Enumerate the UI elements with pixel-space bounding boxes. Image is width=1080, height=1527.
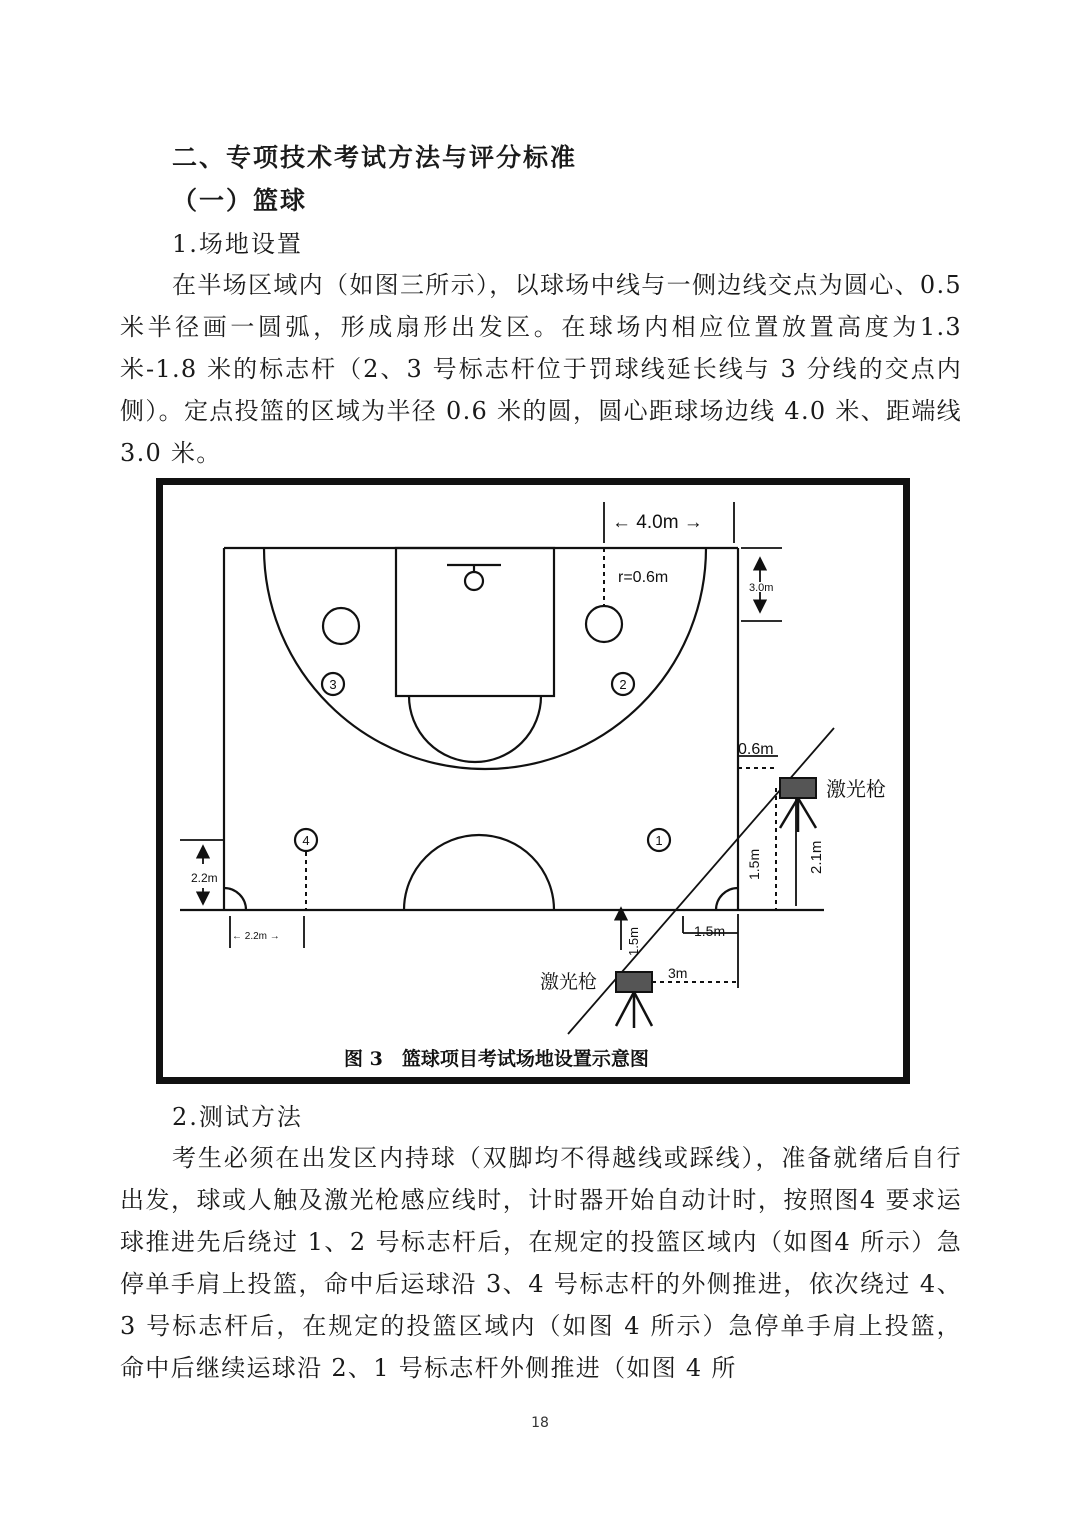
court-diagram <box>156 478 910 1084</box>
court-diagram-figure <box>156 478 910 1084</box>
label-left-22-horizontal: ← 2.2m → <box>232 931 280 942</box>
label-pole-1: 1 <box>655 833 663 848</box>
section-title: 二、专项技术考试方法与评分标准 <box>172 143 578 172</box>
label-pole-3: 3 <box>329 677 337 692</box>
item1-title: 1.场地设置 <box>172 230 303 258</box>
label-left-22-vertical: 2.2m <box>191 871 218 885</box>
label-bottom-15-vertical: 1.5m <box>626 927 641 956</box>
item1-paragraph: 在半场区域内（如图三所示），以球场中线与一侧边线交点为圆心、0.5 米半径画一圆弧，形成扇形出发区。在球场内相应位置放置高度为1.3 米-1.8 米的标志杆（2、3 号标志杆位于罚球线延长线与 3 分线的交点内侧）。定点投篮的区域为半径 0.6 米的圆，圆心距球场边线 4.0 米、距端线 3.0 米。 <box>120 271 962 467</box>
item2-title: 2.测试方法 <box>172 1103 303 1131</box>
label-height-15-right: 1.5m <box>746 848 762 880</box>
label-height-21: 2.1m <box>808 840 825 874</box>
label-laser-bottom: 激光枪 <box>540 972 598 993</box>
label-laser-right: 激光枪 <box>826 779 886 801</box>
label-pole-4: 4 <box>302 833 310 848</box>
label-top-width: ← 4.0m → <box>612 512 703 533</box>
label-bottom-15-horizontal: 1.5m <box>694 923 726 939</box>
subsection-title: （一）篮球 <box>172 186 308 215</box>
label-pole-2: 2 <box>619 677 627 692</box>
figure-caption: 图 3 篮球项目考试场地设置示意图 <box>344 1048 649 1070</box>
page-number: 18 <box>531 1415 549 1431</box>
label-baseline-dist: 3.0m <box>749 582 774 594</box>
label-radius: r=0.6m <box>618 569 669 586</box>
label-laser-offset: 0.6m <box>738 741 774 758</box>
item2-paragraph: 考生必须在出发区内持球（双脚均不得越线或踩线），准备就绪后自行出发，球或人触及激光枪感应线时，计时器开始自动计时，按照图4 要求运球推进先后绕过 1、2 号标志杆后，在规定的投篮区域内（如图4 所示）急停单手肩上投篮，命中后运球沿 3、4 号标志杆的外侧推进，依次绕过 4、3 号标志杆后，在规定的投篮区域内（如图 4 所示）急停单手肩上投篮，命中后继续运球沿 2、1 号标志杆外侧推进（如图 4 所 <box>120 1144 962 1382</box>
label-bottom-3m: 3m <box>668 965 688 981</box>
